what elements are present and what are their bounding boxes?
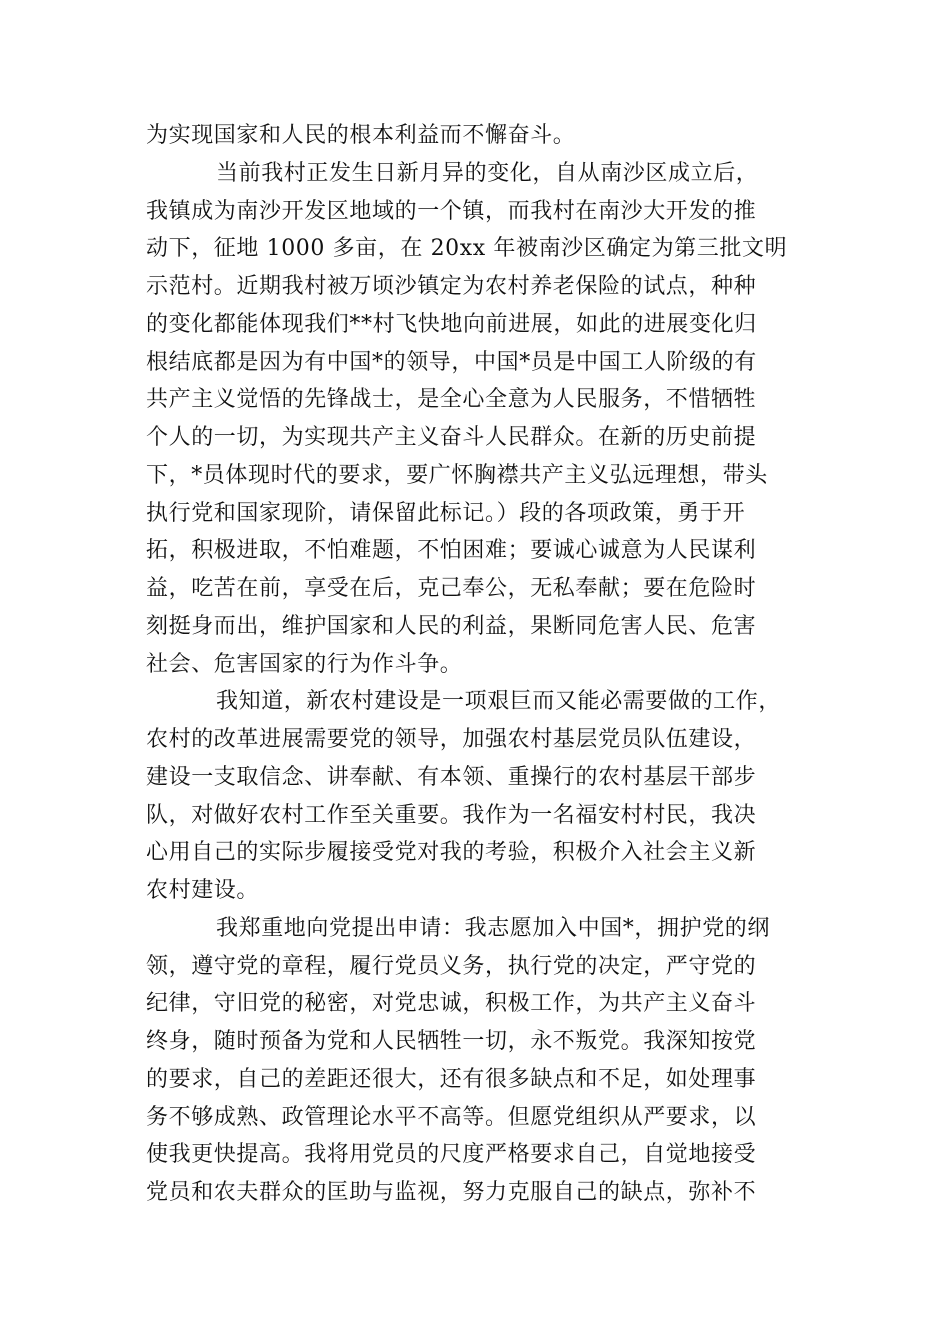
text-line: 个人的一切，为实现共产主义奋斗人民群众。在新的历史前提 bbox=[146, 425, 757, 450]
text-line: 心用自己的实际步履接受党对我的考验，积极介入社会主义新 bbox=[146, 840, 757, 866]
text-line: 使我更快提高。我将用党员的尺度严格要求自己，自觉地接受 bbox=[146, 1142, 757, 1168]
text-line: 执行党和国家现阶，请保留此标记。）段的各项政策，勇于开 bbox=[146, 500, 746, 526]
text-line: 终身，随时预备为党和人民牺牲一切，永不叛党。我深知按党 bbox=[146, 1029, 757, 1054]
text-line: 我知道，新农村建设是一项艰巨而又能必需要做的工作， bbox=[216, 689, 782, 715]
text-line: 为实现国家和人民的根本利益而不懈奋斗。 bbox=[146, 123, 576, 148]
text-line: 的要求，自己的差距还很大，还有很多缺点和不足，如处理事 bbox=[146, 1066, 757, 1092]
text-line: 刻挺身而出，维护国家和人民的利益，果断同危害人民、危害 bbox=[146, 613, 757, 639]
document-body bbox=[146, 117, 806, 1212]
text-line: 的变化都能体现我们**村飞快地向前进展，如此的进展变化归 bbox=[146, 311, 757, 337]
text-line: 当前我村正发生日新月异的变化，自从南沙区成立后， bbox=[216, 160, 759, 186]
text-line: 拓，积极进取，不怕难题，不怕困难；要诚心诚意为人民谋利 bbox=[146, 538, 757, 564]
text-line: 纪律，守旧党的秘密，对党忠诚，积极工作，为共产主义奋斗 bbox=[146, 991, 757, 1017]
text-line: 农村的改革进展需要党的领导，加强农村基层党员队伍建设， bbox=[146, 727, 757, 752]
text-line: 益，吃苦在前，享受在后，克己奉公，无私奉献；要在危险时 bbox=[146, 576, 757, 601]
text-line: 示范村。近期我村被万顷沙镇定为农村养老保险的试点，种种 bbox=[146, 274, 757, 299]
text-line: 队，对做好农村工作至关重要。我作为一名福安村村民，我决 bbox=[146, 802, 757, 828]
text-line: 根结底都是因为有中国*的领导，中国*员是中国工人阶级的有 bbox=[146, 349, 757, 375]
text-line: 下，*员体现时代的要求，要广怀胸襟共产主义弘远理想，带头 bbox=[146, 462, 768, 488]
text-line: 我镇成为南沙开发区地域的一个镇，而我村在南沙大开发的推 bbox=[146, 198, 757, 224]
text-line: 动下，征地 1000 多亩，在 20xx 年被南沙区确定为第三批文明 bbox=[146, 236, 788, 262]
text-line: 社会、危害国家的行为作斗争。 bbox=[146, 651, 463, 677]
text-line: 领，遵守党的章程，履行党员义务，执行党的决定，严守党的 bbox=[146, 953, 757, 979]
text-line: 我郑重地向党提出申请：我志愿加入中国*，拥护党的纲 bbox=[216, 915, 771, 941]
text-line: 务不够成熟、政管理论水平不高等。但愿党组织从严要求，以 bbox=[146, 1104, 757, 1130]
text-line: 农村建设。 bbox=[146, 878, 260, 903]
text-line: 共产主义觉悟的先锋战士，是全心全意为人民服务，不惜牺牲 bbox=[146, 387, 757, 413]
text-line: 建设一支取信念、讲奉献、有本领、重操行的农村基层干部步 bbox=[146, 764, 757, 790]
text-line: 党员和农夫群众的匡助与监视，努力克服自己的缺点，弥补不 bbox=[146, 1180, 757, 1205]
